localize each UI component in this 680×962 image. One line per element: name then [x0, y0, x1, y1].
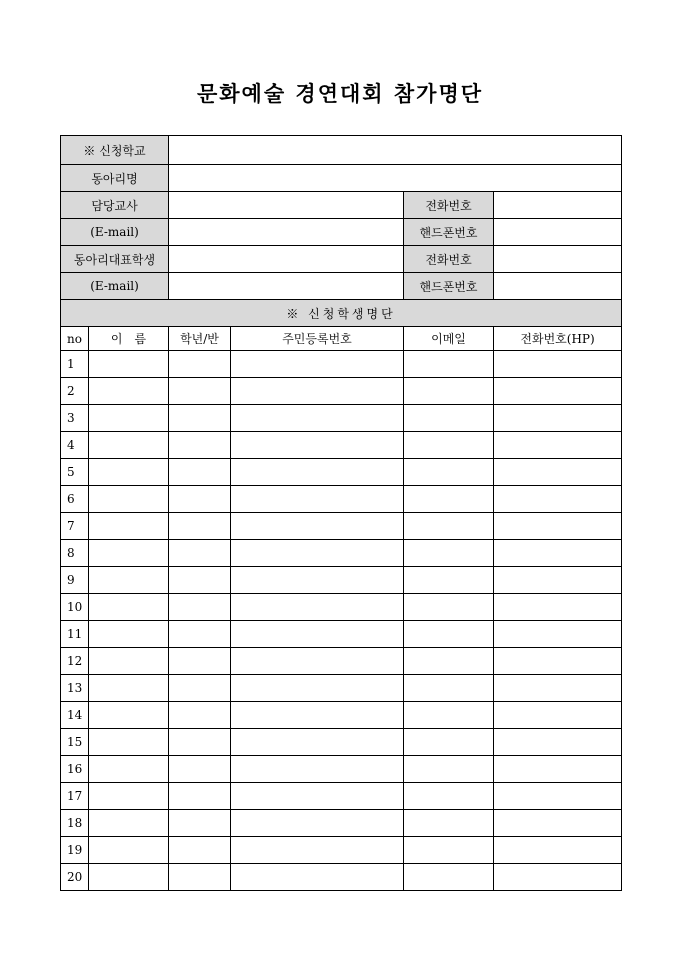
row-number: 8 [61, 540, 89, 567]
row-number: 7 [61, 513, 89, 540]
school-field[interactable] [169, 136, 622, 165]
phone-cell[interactable] [494, 648, 622, 675]
email-cell[interactable] [404, 432, 494, 459]
resident-number-cell[interactable] [231, 432, 404, 459]
participant-form-table [60, 135, 622, 891]
resident-number-cell[interactable] [231, 594, 404, 621]
table-row [61, 459, 622, 486]
name-cell[interactable] [89, 864, 169, 891]
row-number: 16 [61, 756, 89, 783]
student-list-section-title: ※ 신청학생명단 [61, 300, 622, 327]
table-row [61, 540, 622, 567]
grade-class-cell[interactable] [169, 432, 231, 459]
grade-class-cell[interactable] [169, 783, 231, 810]
table-row [61, 837, 622, 864]
resident-number-cell[interactable] [231, 702, 404, 729]
table-row [61, 810, 622, 837]
email-cell[interactable] [404, 648, 494, 675]
table-row [61, 675, 622, 702]
teacher-phone-field[interactable] [494, 192, 622, 219]
teacher-mobile-label: 핸드폰번호 [404, 219, 494, 246]
phone-cell[interactable] [494, 756, 622, 783]
row-number: 12 [61, 648, 89, 675]
resident-number-cell[interactable] [231, 756, 404, 783]
email-cell[interactable] [404, 837, 494, 864]
row-number: 10 [61, 594, 89, 621]
rep-email-field[interactable] [169, 273, 404, 300]
teacher-field[interactable] [169, 192, 404, 219]
row-number: 3 [61, 405, 89, 432]
row-number: 19 [61, 837, 89, 864]
teacher-email-label: (E-mail) [61, 219, 169, 246]
phone-cell[interactable] [494, 864, 622, 891]
name-cell[interactable] [89, 675, 169, 702]
email-cell[interactable] [404, 486, 494, 513]
resident-number-cell[interactable] [231, 864, 404, 891]
column-header-no: no [61, 327, 89, 351]
email-cell[interactable] [404, 459, 494, 486]
row-number: 11 [61, 621, 89, 648]
column-header-email: 이메일 [404, 327, 494, 351]
row-number: 20 [61, 864, 89, 891]
resident-number-cell[interactable] [231, 621, 404, 648]
email-cell[interactable] [404, 729, 494, 756]
grade-class-cell[interactable] [169, 675, 231, 702]
row-number: 2 [61, 378, 89, 405]
phone-cell[interactable] [494, 621, 622, 648]
row-number: 17 [61, 783, 89, 810]
resident-number-cell[interactable] [231, 783, 404, 810]
email-cell[interactable] [404, 810, 494, 837]
rep-phone-label: 전화번호 [404, 246, 494, 273]
school-label: ※ 신청학교 [61, 136, 169, 165]
email-cell[interactable] [404, 864, 494, 891]
name-cell[interactable] [89, 621, 169, 648]
resident-number-cell[interactable] [231, 540, 404, 567]
grade-class-cell[interactable] [169, 864, 231, 891]
grade-class-cell[interactable] [169, 648, 231, 675]
table-row [61, 756, 622, 783]
email-cell[interactable] [404, 378, 494, 405]
phone-cell[interactable] [494, 378, 622, 405]
rep-student-field[interactable] [169, 246, 404, 273]
table-row [61, 702, 622, 729]
phone-cell[interactable] [494, 351, 622, 378]
phone-cell[interactable] [494, 513, 622, 540]
grade-class-cell[interactable] [169, 405, 231, 432]
table-row [61, 567, 622, 594]
club-name-field[interactable] [169, 165, 622, 192]
name-cell[interactable] [89, 432, 169, 459]
resident-number-cell[interactable] [231, 378, 404, 405]
resident-number-cell[interactable] [231, 810, 404, 837]
phone-cell[interactable] [494, 783, 622, 810]
grade-class-cell[interactable] [169, 513, 231, 540]
rep-mobile-label: 핸드폰번호 [404, 273, 494, 300]
teacher-email-field[interactable] [169, 219, 404, 246]
name-cell[interactable] [89, 810, 169, 837]
resident-number-cell[interactable] [231, 648, 404, 675]
rep-phone-field[interactable] [494, 246, 622, 273]
teacher-phone-label: 전화번호 [404, 192, 494, 219]
phone-cell[interactable] [494, 459, 622, 486]
email-cell[interactable] [404, 513, 494, 540]
phone-cell[interactable] [494, 675, 622, 702]
resident-number-cell[interactable] [231, 729, 404, 756]
name-cell[interactable] [89, 594, 169, 621]
column-header-resident-number: 주민등록번호 [231, 327, 404, 351]
rep-student-label: 동아리대표학생 [61, 246, 169, 273]
teacher-label: 담당교사 [61, 192, 169, 219]
grade-class-cell[interactable] [169, 567, 231, 594]
table-row [61, 405, 622, 432]
resident-number-cell[interactable] [231, 675, 404, 702]
phone-cell[interactable] [494, 702, 622, 729]
name-cell[interactable] [89, 405, 169, 432]
phone-cell[interactable] [494, 594, 622, 621]
phone-cell[interactable] [494, 540, 622, 567]
table-row [61, 621, 622, 648]
table-row [61, 729, 622, 756]
table-row [61, 351, 622, 378]
resident-number-cell[interactable] [231, 486, 404, 513]
rep-email-label: (E-mail) [61, 273, 169, 300]
phone-cell[interactable] [494, 837, 622, 864]
name-cell[interactable] [89, 702, 169, 729]
row-number: 1 [61, 351, 89, 378]
email-cell[interactable] [404, 621, 494, 648]
rep-mobile-field[interactable] [494, 273, 622, 300]
row-number: 15 [61, 729, 89, 756]
row-number: 9 [61, 567, 89, 594]
grade-class-cell[interactable] [169, 486, 231, 513]
email-cell[interactable] [404, 567, 494, 594]
table-row [61, 432, 622, 459]
row-number: 13 [61, 675, 89, 702]
column-header-phone: 전화번호(HP) [494, 327, 622, 351]
row-number: 4 [61, 432, 89, 459]
column-header-name: 이 름 [89, 327, 169, 351]
table-row [61, 594, 622, 621]
table-row [61, 783, 622, 810]
resident-number-cell[interactable] [231, 567, 404, 594]
email-cell[interactable] [404, 675, 494, 702]
grade-class-cell[interactable] [169, 459, 231, 486]
phone-cell[interactable] [494, 486, 622, 513]
name-cell[interactable] [89, 729, 169, 756]
phone-cell[interactable] [494, 432, 622, 459]
grade-class-cell[interactable] [169, 621, 231, 648]
grade-class-cell[interactable] [169, 540, 231, 567]
document-title: 문화예술 경연대회 참가명단 [196, 81, 484, 106]
grade-class-cell[interactable] [169, 729, 231, 756]
name-cell[interactable] [89, 351, 169, 378]
email-cell[interactable] [404, 783, 494, 810]
phone-cell[interactable] [494, 405, 622, 432]
row-number: 5 [61, 459, 89, 486]
table-row [61, 378, 622, 405]
grade-class-cell[interactable] [169, 756, 231, 783]
email-cell[interactable] [404, 540, 494, 567]
grade-class-cell[interactable] [169, 810, 231, 837]
name-cell[interactable] [89, 486, 169, 513]
teacher-mobile-field[interactable] [494, 219, 622, 246]
name-cell[interactable] [89, 513, 169, 540]
resident-number-cell[interactable] [231, 837, 404, 864]
grade-class-cell[interactable] [169, 351, 231, 378]
email-cell[interactable] [404, 702, 494, 729]
row-number: 18 [61, 810, 89, 837]
grade-class-cell[interactable] [169, 702, 231, 729]
resident-number-cell[interactable] [231, 459, 404, 486]
name-cell[interactable] [89, 459, 169, 486]
email-cell[interactable] [404, 756, 494, 783]
email-cell[interactable] [404, 351, 494, 378]
grade-class-cell[interactable] [169, 837, 231, 864]
grade-class-cell[interactable] [169, 594, 231, 621]
name-cell[interactable] [89, 783, 169, 810]
phone-cell[interactable] [494, 729, 622, 756]
email-cell[interactable] [404, 405, 494, 432]
table-row [61, 864, 622, 891]
phone-cell[interactable] [494, 567, 622, 594]
email-cell[interactable] [404, 594, 494, 621]
club-name-label: 동아리명 [61, 165, 169, 192]
name-cell[interactable] [89, 378, 169, 405]
resident-number-cell[interactable] [231, 351, 404, 378]
name-cell[interactable] [89, 648, 169, 675]
resident-number-cell[interactable] [231, 405, 404, 432]
table-row [61, 513, 622, 540]
name-cell[interactable] [89, 756, 169, 783]
name-cell[interactable] [89, 567, 169, 594]
name-cell[interactable] [89, 540, 169, 567]
phone-cell[interactable] [494, 810, 622, 837]
table-row [61, 486, 622, 513]
table-row [61, 648, 622, 675]
row-number: 6 [61, 486, 89, 513]
column-header-grade-class: 학년/반 [169, 327, 231, 351]
resident-number-cell[interactable] [231, 513, 404, 540]
name-cell[interactable] [89, 837, 169, 864]
grade-class-cell[interactable] [169, 378, 231, 405]
row-number: 14 [61, 702, 89, 729]
